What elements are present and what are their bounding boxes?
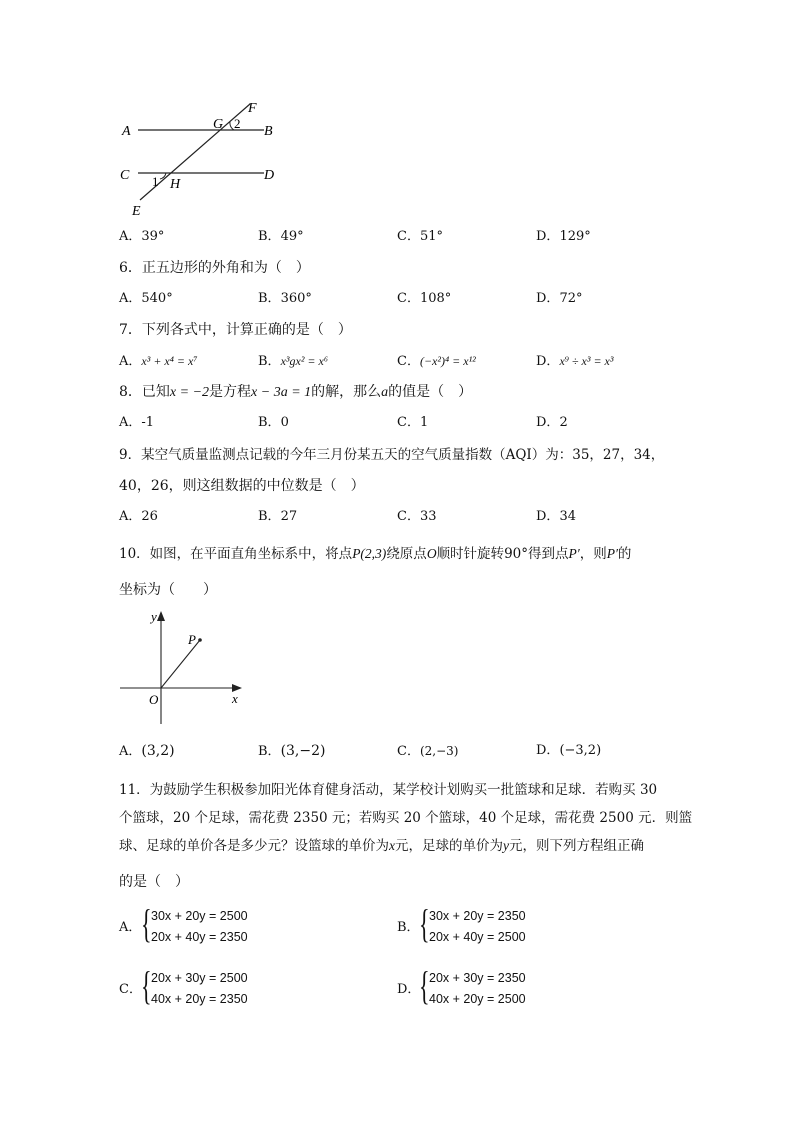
q8-option-b[interactable]: B．0 (258, 415, 289, 430)
q9-option-a[interactable]: A．26 (119, 509, 158, 524)
q11-option-b-eq1: 30x + 20y = 2350 (429, 909, 526, 923)
q7-option-b[interactable]: B．x³gx² = x⁶ (258, 354, 329, 369)
q9-option-d[interactable]: D．34 (536, 509, 576, 524)
q10-stem-line1: 10．如图，在平面直角坐标系中，将点P(2,3)绕原点O顺时针旋转90°得到点P′，则P′的 (119, 546, 632, 562)
q11-stem-line2: 个篮球，20 个足球，需花费 2350 元；若购买 20 个篮球，40 个足球，需花费 2500 元．则篮 (119, 810, 693, 826)
q8-option-c[interactable]: C．1 (397, 415, 429, 430)
label-f: F (248, 101, 257, 116)
label-angle-2: 2 (234, 116, 241, 131)
q9-option-c[interactable]: C．33 (397, 509, 437, 524)
q5-option-b[interactable]: B．49° (258, 229, 304, 244)
q10-option-a[interactable]: A．(3,2) (119, 743, 175, 759)
q6-stem: 6．正五边形的外角和为（ ） (119, 260, 310, 276)
q9-option-b[interactable]: B．27 (258, 509, 298, 524)
q11-option-b-brace: { (419, 901, 430, 946)
q11-option-c-letter: C． (119, 982, 142, 997)
q11-option-b-eq2: 20x + 40y = 2500 (429, 930, 526, 944)
q11-option-d-eq1: 20x + 30y = 2350 (429, 971, 526, 985)
y-axis-arrow (157, 611, 165, 621)
q11-option-c-eq1: 20x + 30y = 2500 (151, 971, 248, 985)
q11-option-d-letter: D． (397, 982, 421, 997)
label-x: x (232, 691, 238, 706)
q5-option-d[interactable]: D．129° (536, 229, 591, 244)
coordinate-figure (116, 606, 250, 726)
point-p (198, 638, 202, 642)
q6-option-a[interactable]: A．540° (119, 291, 173, 306)
q11-option-d-brace: { (419, 963, 430, 1008)
q9-stem-line2: 40，26，则这组数据的中位数是（ ） (119, 478, 365, 494)
label-c: C (120, 168, 130, 183)
label-h: H (170, 177, 181, 192)
q7-option-a[interactable]: A．x³ + x⁴ = x⁷ (119, 354, 198, 369)
label-d: D (264, 168, 275, 183)
q8-option-a[interactable]: A．-1 (119, 415, 155, 430)
q10-option-b[interactable]: B．(3,−2) (258, 743, 326, 759)
label-g: G (213, 117, 224, 132)
q8-option-d[interactable]: D．2 (536, 415, 568, 430)
label-angle-1: 1 (152, 174, 159, 189)
q11-option-a-letter: A． (119, 920, 142, 935)
q11-option-a-eq2: 20x + 40y = 2350 (151, 930, 248, 944)
q6-option-b[interactable]: B．360° (258, 291, 312, 306)
label-y: y (151, 609, 157, 624)
q8-stem: 8．已知x = −2是方程x − 3a = 1的解，那么a的值是（ ） (119, 384, 473, 400)
q11-stem-line4: 的是（ ） (119, 874, 189, 890)
q5-option-a[interactable]: A．39° (119, 229, 165, 244)
label-o: O (149, 692, 159, 707)
q11-option-c-eq2: 40x + 20y = 2350 (151, 992, 248, 1006)
label-p: P (188, 632, 196, 647)
q11-option-a-brace: { (141, 901, 152, 946)
label-b: B (264, 124, 273, 139)
q6-option-d[interactable]: D．72° (536, 291, 583, 306)
q7-option-d[interactable]: D．x⁹ ÷ x³ = x³ (536, 354, 614, 369)
q11-stem-line3: 球、足球的单价各是多少元？设篮球的单价为x元，足球的单价为y元，则下列方程组正确 (119, 838, 644, 854)
q11-stem-line1: 11．为鼓励学生积极参加阳光体育健身活动，某学校计划购买一批篮球和足球．若购买 30 (119, 782, 658, 798)
q7-stem: 7．下列各式中，计算正确的是（ ） (119, 322, 352, 338)
q5-option-c[interactable]: C．51° (397, 229, 443, 244)
q6-option-c[interactable]: C．108° (397, 291, 452, 306)
parallel-lines-figure (112, 96, 292, 220)
label-e: E (132, 204, 141, 219)
label-a: A (122, 124, 131, 139)
q10-option-c[interactable]: C．(2,−3) (397, 744, 459, 759)
segment-op (161, 640, 200, 688)
q7-option-c[interactable]: C．(−x²)⁴ = x¹² (397, 354, 476, 369)
q10-option-d[interactable]: D．(−3,2) (536, 743, 602, 758)
q11-option-d-eq2: 40x + 20y = 2500 (429, 992, 526, 1006)
q11-option-c-brace: { (141, 963, 152, 1008)
q11-option-b-letter: B． (397, 920, 420, 935)
q11-option-a-eq1: 30x + 20y = 2500 (151, 909, 248, 923)
q10-stem-line2: 坐标为（ ） (119, 582, 217, 598)
q9-stem-line1: 9．某空气质量监测点记载的今年三月份某五天的空气质量指数（AQI）为：35，27，34， (119, 447, 665, 463)
